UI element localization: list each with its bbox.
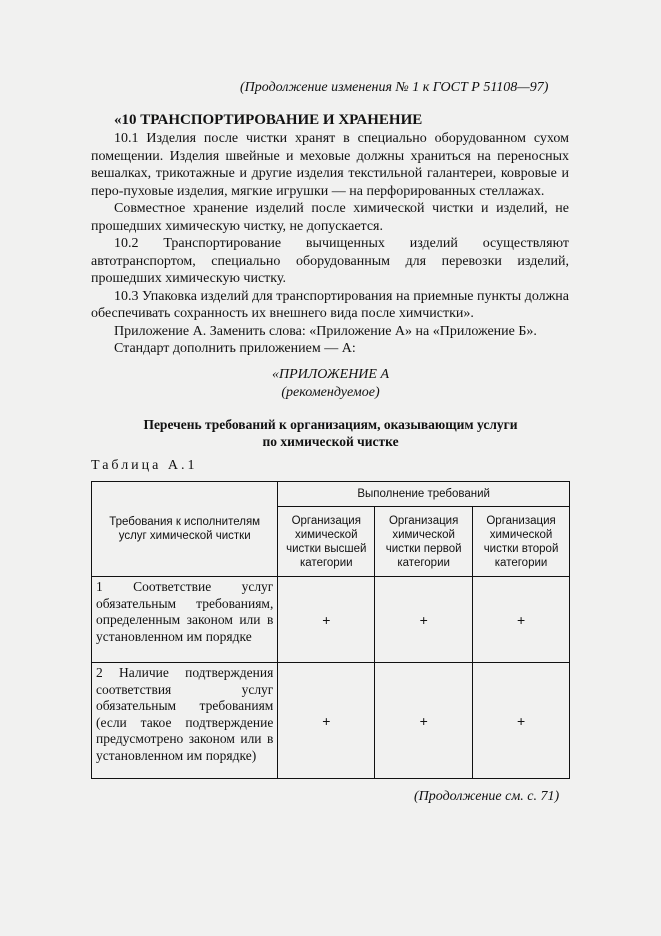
continuation-footer: (Продолжение см. с. 71): [414, 789, 560, 804]
section-title: «10 ТРАНСПОРТИРОВАНИЕ И ХРАНЕНИЕ: [114, 112, 423, 128]
list-title-line1: Перечень требований к организациям, оказывающим услуги: [143, 417, 518, 432]
paragraph-appendix-add: Стандарт дополнить приложением — А:: [114, 341, 356, 356]
header-first-category: Организация химической чистки первой категории: [375, 507, 473, 577]
header-top-category: Организация химической чистки высшей категории: [278, 507, 375, 577]
header-fulfillment: Выполнение требований: [278, 482, 570, 507]
plus-mark: +: [375, 577, 473, 663]
requirements-table: [91, 481, 570, 779]
row-requirement: 2 Наличие подтверждения соответствия услуг обязательным требованиям (если такое подтверждение предусмотрено законом или в установленном им порядке): [92, 663, 278, 779]
paragraph-storage: Совместное хранение изделий после химической чистки и изделий, не прошедших химическую чистку, не допускается.: [91, 201, 569, 234]
table-caption: Таблица А.1: [91, 458, 198, 473]
paragraph-10-2: 10.2 Транспортирование вычищенных изделий осуществляют автотранспортом, специально оборудованным для перевозки изделий, прошедших химическую чистку.: [91, 236, 569, 286]
appendix-subtitle: (рекомендуемое): [281, 385, 380, 400]
paragraph-10-1: 10.1 Изделия после чистки хранят в специально оборудованном сухом помещении. Изделия швейные и меховые должны храниться на переносных вешалках, трикотажные и другие изделия текстильной галантереи, ковровые и перо-пуховые изделия, мягкие игрушки — на перфорированных стеллажах.: [91, 131, 569, 199]
paragraph-appendix-rename: Приложение А. Заменить слова: «Приложение А» на «Приложение Б».: [114, 323, 537, 339]
header-requirements: Требования к исполнителям услуг химической чистки: [92, 482, 278, 577]
plus-mark: +: [473, 663, 570, 779]
header-second-category: Организация химической чистки второй категории: [473, 507, 570, 577]
table-row: [92, 663, 570, 779]
table-row: [92, 577, 570, 663]
paragraph-10-3: 10.3 Упаковка изделий для транспортирования на приемные пункты должна обеспечивать сохранность их внешнего вида после химчистки».: [91, 288, 569, 321]
appendix-title: «ПРИЛОЖЕНИЕ А: [271, 367, 390, 382]
plus-mark: +: [278, 577, 375, 663]
plus-mark: +: [278, 663, 375, 779]
row-requirement: 1 Соответствие услуг обязательным требованиям, определенным законом или в установленном им порядке: [92, 577, 278, 663]
plus-mark: +: [473, 577, 570, 663]
continuation-header: (Продолжение изменения № 1 к ГОСТ Р 51108—97): [240, 80, 549, 95]
list-title-line2: по химической чистке: [262, 434, 399, 449]
body-text: [91, 130, 569, 358]
plus-mark: +: [375, 663, 473, 779]
